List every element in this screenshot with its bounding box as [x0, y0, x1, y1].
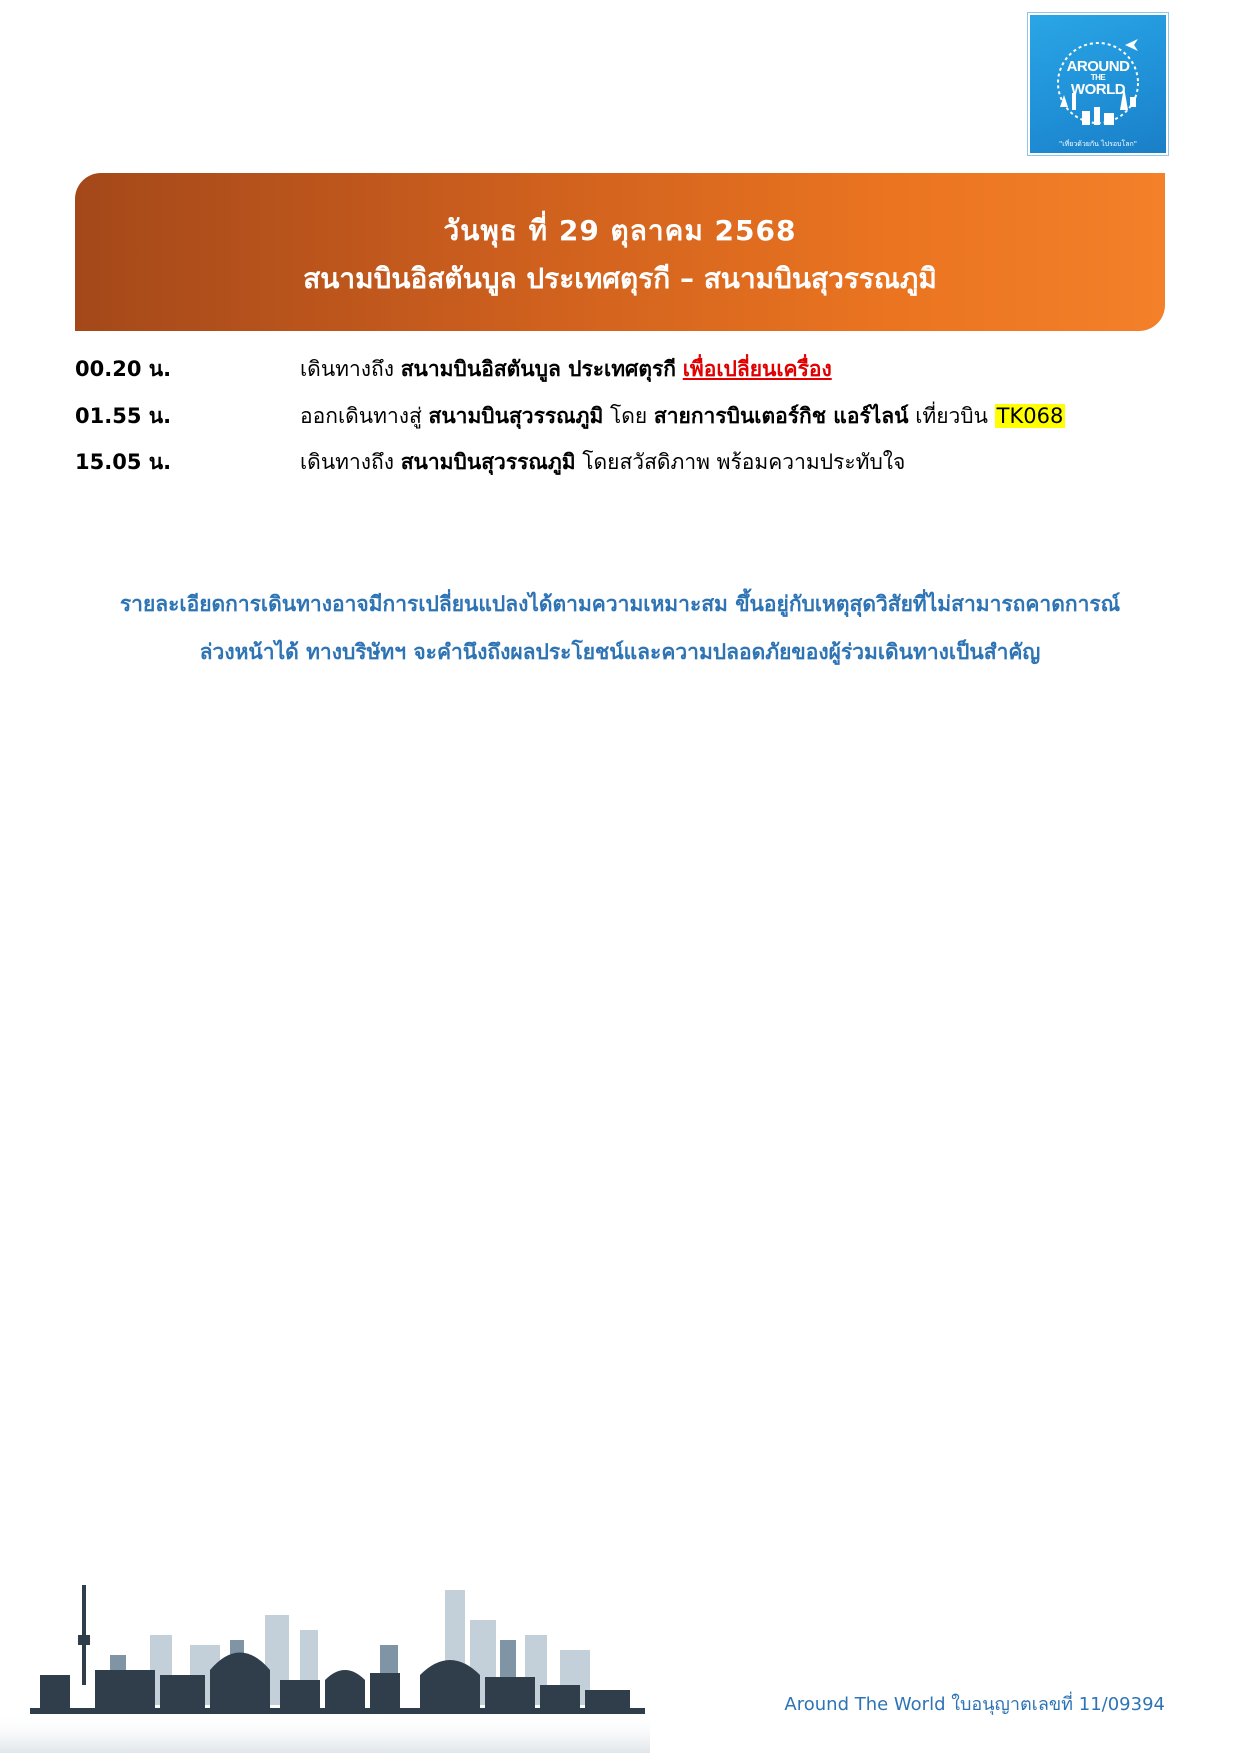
day-header-banner [75, 173, 1165, 331]
itinerary-time: 01.55 น. [75, 404, 172, 428]
itinerary-place: สนามบินอิสตันบูล ประเทศตุรกี [400, 357, 677, 381]
flight-number: TK068 [996, 404, 1064, 428]
itinerary-text: เดินทางถึง [300, 450, 401, 474]
logo-text-world: WORLD [1070, 81, 1126, 98]
disclaimer-line-2: ล่วงหน้าได้ ทางบริษัทฯ จะคำนึงถึงผลประโยชน์และความปลอดภัยของผู้ร่วมเดินทางเป็นสำคัญ [199, 640, 1041, 664]
logo-text-around: AROUND [1066, 58, 1130, 75]
logo-tagline: "เที่ยวด้วยกัน ไปรอบโลก" [1059, 140, 1137, 148]
itinerary-text: เที่ยวบิน [908, 404, 995, 428]
itinerary-description [300, 446, 905, 479]
itinerary-text: ออกเดินทางสู่ [300, 404, 429, 428]
transfer-note: เพื่อเปลี่ยนเครื่อง [682, 357, 832, 381]
day-route-title: สนามบินอิสตันบูล ประเทศตุรกี – สนามบินสุวรรณภูมิ [303, 262, 937, 295]
itinerary-text [676, 357, 683, 381]
itinerary-description [300, 353, 832, 386]
itinerary-time: 00.20 น. [75, 357, 172, 381]
itinerary-description [300, 400, 1065, 433]
license-number: Around The World ใบอนุญาตเลขที่ 11/09394 [784, 1694, 1165, 1715]
itinerary-place: สนามบินสุวรรณภูมิ [428, 404, 604, 428]
logo-text-the: THE [1090, 73, 1106, 82]
itinerary-text: โดยสวัสดิภาพ พร้อมความประทับใจ [575, 450, 906, 474]
company-logo [1028, 13, 1168, 155]
day-date-title: วันพุธ ที่ 29 ตุลาคม 2568 [443, 214, 797, 247]
itinerary-time: 15.05 น. [75, 450, 172, 474]
disclaimer-line-1: รายละเอียดการเดินทางอาจมีการเปลี่ยนแปลงได้ตามความเหมาะสม ขึ้นอยู่กับเหตุสุดวิสัยที่ไม่สามารถคาดการณ์ [119, 592, 1121, 616]
city-skyline-illustration [0, 1575, 650, 1753]
itinerary-text: โดย [603, 404, 654, 428]
itinerary-place: สนามบินสุวรรณภูมิ [400, 450, 576, 474]
itinerary-text: เดินทางถึง [300, 357, 401, 381]
itinerary-airline: สายการบินเตอร์กิช แอร์ไลน์ [653, 404, 909, 428]
